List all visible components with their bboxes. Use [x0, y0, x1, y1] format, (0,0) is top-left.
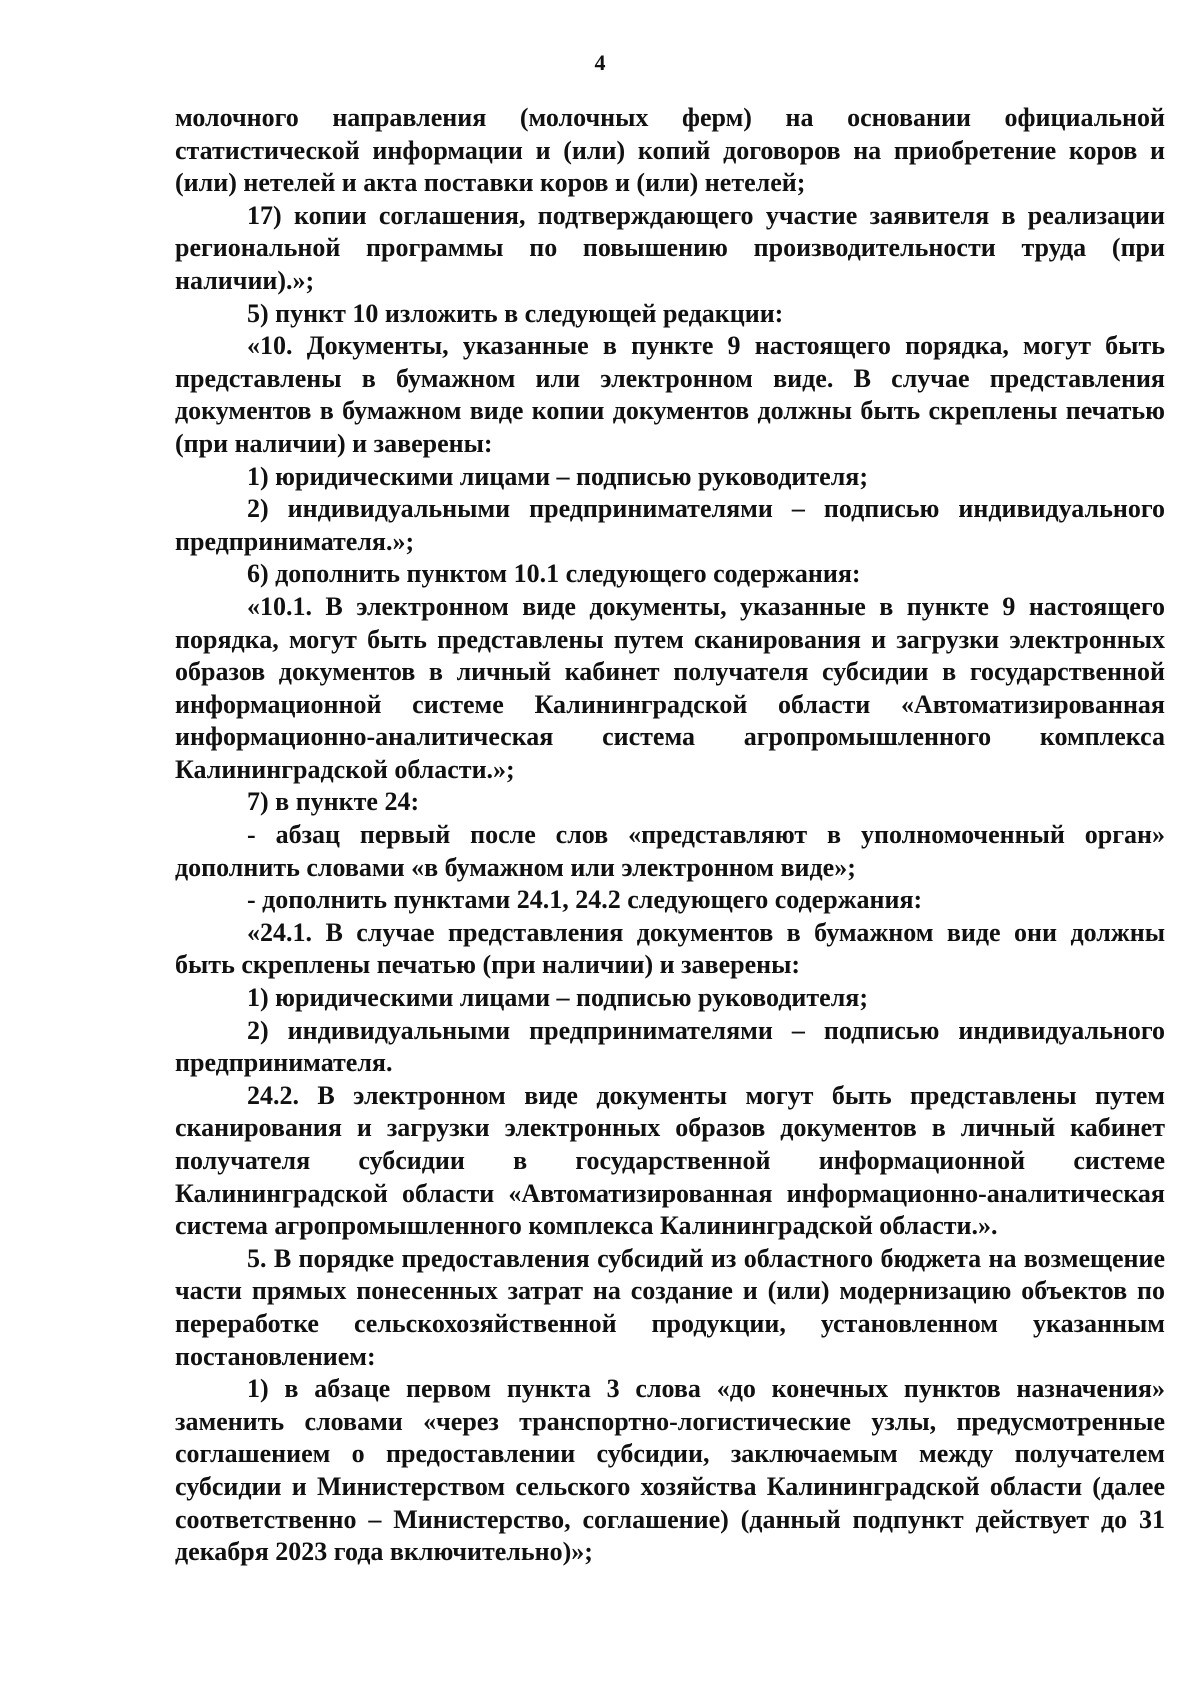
paragraph: 1) в абзаце первом пункта 3 слова «до конечных пунктов назначения» заменить словами «через транспортно-логистические узлы, предусмотренные соглашением о предоставлении субсидии, заключаемым между получателем субсидии и Министерством сельского хозяйства Калининградской области (далее соответственно – Министерство, соглашение) (данный подпункт действует до 31 декабря 2023 года включительно)»; — [175, 1374, 1165, 1567]
paragraph: 17) копии соглашения, подтверждающего участие заявителя в реализации региональной программы по повышению производительности труда (при наличии).»; — [175, 200, 1165, 295]
paragraph: «24.1. В случае представления документов в бумажном виде они должны быть скреплены печатью (при наличии) и заверены: — [175, 917, 1165, 980]
paragraph: 2) индивидуальными предпринимателями – подписью индивидуального предпринимателя.»; — [175, 494, 1165, 556]
paragraph: «10.1. В электронном виде документы, указанные в пункте 9 настоящего порядка, могут быть представлены путем сканирования и загрузки электронных образов документов в личный кабинет получателя субсидии в государственной информационной системе Калининградской области «Автоматизированная информационно-аналитическая система агропромышленного комплекса Калининградской области.»; — [175, 591, 1165, 784]
paragraph: 6) дополнить пунктом 10.1 следующего содержания: — [247, 559, 861, 589]
paragraph: 24.2. В электронном виде документы могут быть представлены путем сканирования и загрузки электронных образов документов в личный кабинет получателя субсидии в государственной информационной системе Калининградской области «Автоматизированная информационно-аналитическая система агропромышленного комплекса Калининградской области.». — [175, 1080, 1165, 1241]
paragraph: 5) пункт 10 изложить в следующей редакции: — [247, 298, 784, 328]
paragraph: «10. Документы, указанные в пункте 9 настоящего порядка, могут быть представлены в бумажном или электронном виде. В случае представления документов в бумажном виде копии документов должны быть скреплены печатью (при наличии) и заверены: — [175, 331, 1165, 458]
paragraph: - абзац первый после слов «представляют в уполномоченный орган» дополнить словами «в бумажном или электронном виде»; — [175, 820, 1165, 882]
paragraph: 1) юридическими лицами – подписью руководителя; — [247, 983, 869, 1013]
page-number: 4 — [594, 50, 606, 75]
paragraph: 7) в пункте 24: — [247, 787, 420, 817]
document-body — [175, 102, 1165, 1569]
paragraph: молочного направления (молочных ферм) на основании официальной статистической информации и (или) копий договоров на приобретение коров и (или) нетелей и акта поставки коров и (или) нетелей; — [175, 103, 1165, 198]
paragraph: 1) юридическими лицами – подписью руководителя; — [247, 461, 869, 491]
paragraph: 5. В порядке предоставления субсидий из областного бюджета на возмещение части прямых понесенных затрат на создание и (или) модернизацию объектов по переработке сельскохозяйственной продукции, установленном указанным постановлением: — [175, 1243, 1165, 1371]
paragraph: 2) индивидуальными предпринимателями – подписью индивидуального предпринимателя. — [175, 1015, 1165, 1078]
paragraph: - дополнить пунктами 24.1, 24.2 следующего содержания: — [247, 885, 923, 915]
